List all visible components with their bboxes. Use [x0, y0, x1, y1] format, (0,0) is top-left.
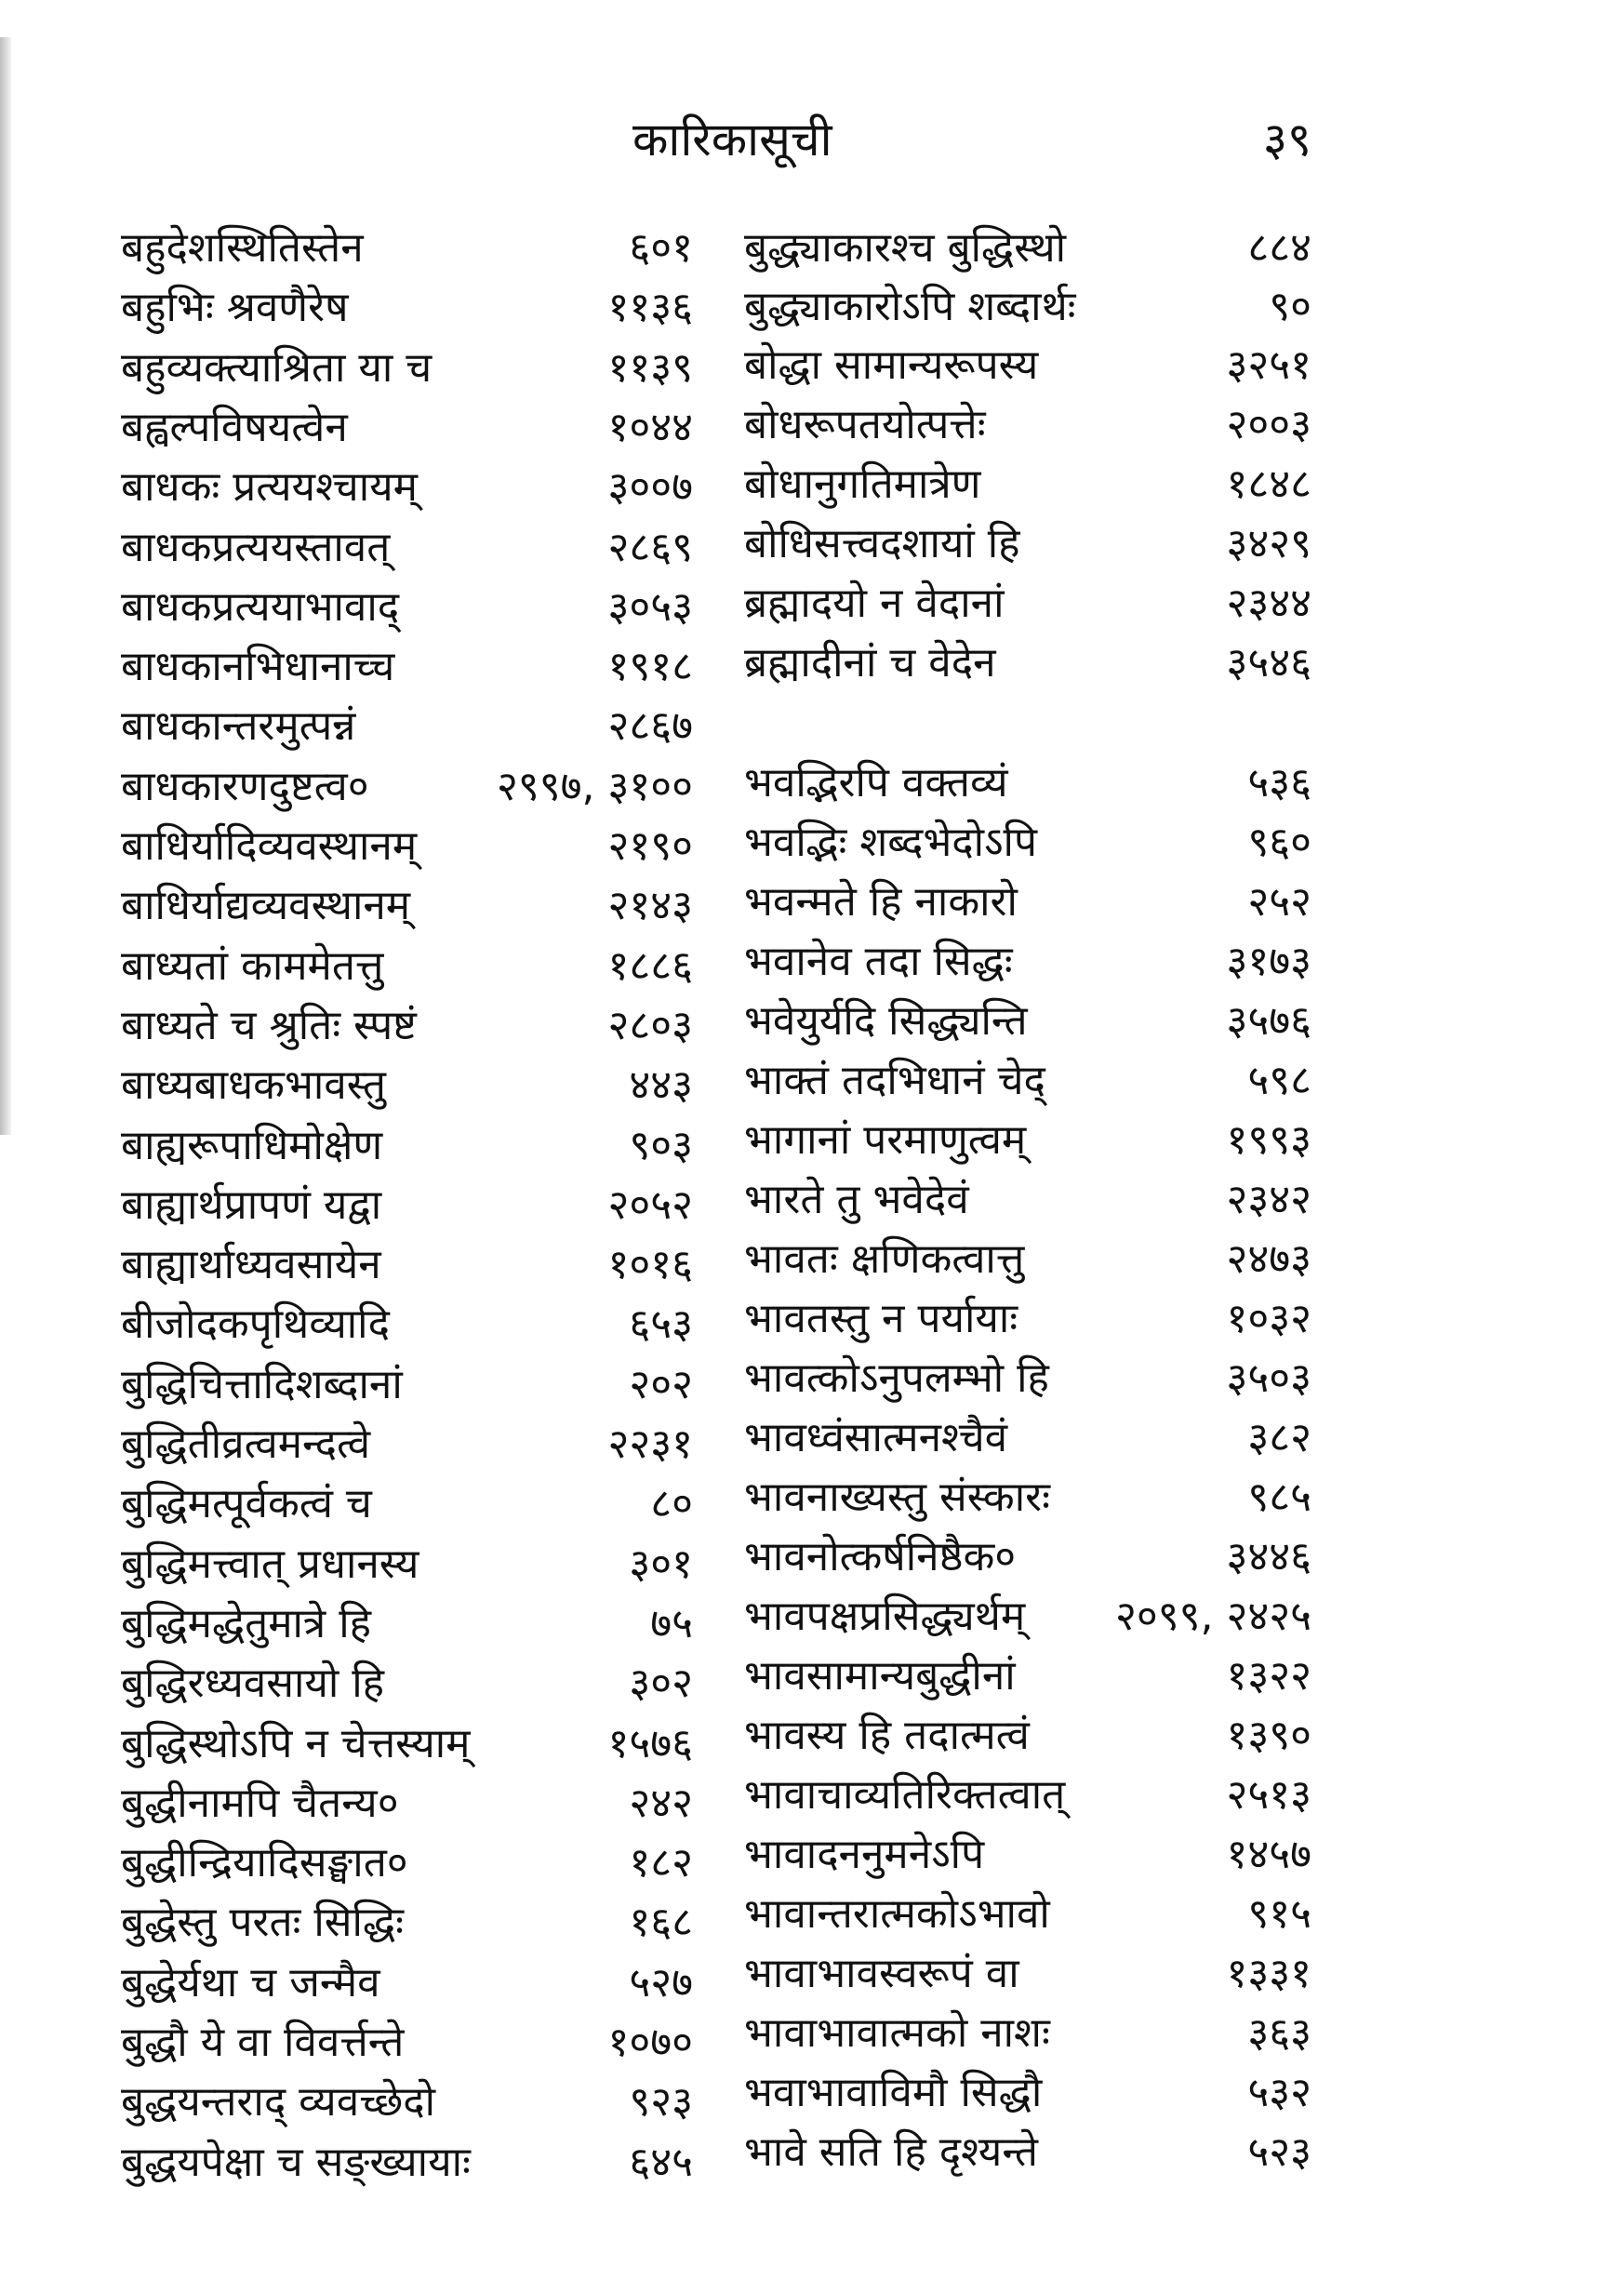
entry-reference-number: ३२५१ — [1226, 341, 1311, 389]
entry-reference-number: १४५७ — [1226, 1831, 1311, 1878]
entry-term: भावाभावस्वरूपं वा — [744, 1950, 1019, 1997]
entry-term: भावपक्षप्रसिद्ध्यर्थम् — [744, 1593, 1026, 1640]
entry-term: बाधकप्रत्ययस्तावत् — [121, 524, 391, 571]
entry-term: बाह्यार्थप्रापणं यद्वा — [121, 1181, 382, 1229]
entry-reference-number: १६८ — [629, 1899, 693, 1946]
index-entry — [121, 459, 693, 516]
index-entry — [744, 1112, 1311, 1169]
index-entry — [121, 2014, 693, 2072]
entry-reference-number: १०७० — [607, 2019, 693, 2066]
index-entry — [121, 1057, 693, 1114]
entry-reference-number: १९९३ — [1226, 1116, 1311, 1164]
index-entry — [121, 1475, 693, 1533]
index-entry — [744, 1886, 1311, 1943]
entry-term: भावाचाव्यतिरिक्तत्वात् — [744, 1771, 1066, 1819]
entry-term: बाह्यार्थाध्यवसायेन — [121, 1241, 381, 1288]
entry-reference-number: ३०२ — [629, 1660, 693, 1707]
entry-term: बाधिर्यादिव्यवस्थानम् — [121, 822, 418, 870]
entry-reference-number: ३६३ — [1247, 2009, 1311, 2057]
entry-reference-number: १८४८ — [1226, 460, 1311, 508]
entry-term: बोद्धा सामान्यरूपस्य — [744, 341, 1039, 389]
entry-term: भवद्भिरपि वक्तव्यं — [744, 759, 1008, 807]
index-entry — [744, 634, 1311, 692]
entry-term: भवानेव तदा सिद्धः — [744, 938, 1013, 985]
entry-reference-number: ३४४६ — [1226, 1533, 1311, 1580]
entry-term: भावतस्तु न पर्यायाः — [744, 1295, 1018, 1342]
index-entry — [744, 2064, 1311, 2122]
index-entry — [121, 877, 693, 935]
entry-reference-number: ९१५ — [1247, 1890, 1311, 1938]
entry-term: भवद्भिः शब्दभेदोऽपि — [744, 819, 1037, 866]
entry-reference-number: ५२७ — [629, 1959, 693, 2007]
entry-term: बाह्यरूपाधिमोक्षेण — [121, 1122, 383, 1169]
entry-term: बुद्धीन्द्रियादिसङ्घात० — [121, 1839, 408, 1887]
entry-term: भारते तु भवेदेवं — [744, 1176, 969, 1223]
entry-reference-number: २२३१ — [607, 1420, 693, 1468]
page-number: ३९ — [1263, 113, 1311, 167]
index-entry — [121, 1595, 693, 1653]
entry-term: बाधकप्रत्ययाभावाद् — [121, 583, 400, 631]
entry-term: बाध्यतां काममेतत्तु — [121, 942, 384, 990]
index-entry — [121, 1356, 693, 1414]
index-entry — [121, 938, 693, 995]
index-entry — [121, 1834, 693, 1892]
entry-term: भावध्वंसात्मनश्चैवं — [744, 1414, 1008, 1461]
entry-reference-number: २८६७ — [607, 702, 693, 750]
entry-reference-number: २४२ — [629, 1780, 693, 1827]
entry-reference-number: १५७६ — [607, 1720, 693, 1767]
entry-term: भवाभावाविमौ सिद्धौ — [744, 2069, 1043, 2116]
index-entry — [121, 399, 693, 457]
entry-term: बुद्धिचित्तादिशब्दानां — [121, 1361, 403, 1408]
entry-reference-number: १०१६ — [607, 1241, 693, 1288]
entry-term: बाधकः प्रत्ययश्चायम् — [121, 463, 418, 511]
entry-term: भागानां परमाणुत्वम् — [744, 1116, 1027, 1164]
entry-term: भावे सति हि दृश्यन्ते — [744, 2128, 1038, 2176]
index-entry — [744, 515, 1311, 573]
entry-reference-number: १०४४ — [607, 404, 693, 451]
index-entry — [744, 2005, 1311, 2062]
index-entry — [121, 1296, 693, 1353]
entry-reference-number: ८८४ — [1247, 224, 1311, 272]
index-entry — [121, 1715, 693, 1773]
entry-reference-number: ९६० — [1247, 819, 1311, 866]
entry-reference-number: ९०३ — [629, 1122, 693, 1169]
entry-term: बुद्धिमद्धेतुमात्रे हि — [121, 1600, 371, 1647]
entry-term: भावतः क्षणिकत्वात्तु — [744, 1235, 1025, 1283]
entry-term: बुद्धिमत्त्वात् प्रधानस्य — [121, 1540, 419, 1588]
entry-reference-number: १८८६ — [607, 942, 693, 990]
entry-term: बुद्धेर्यथा च जन्मैव — [121, 1959, 380, 2007]
entry-reference-number: ३८२ — [1247, 1414, 1311, 1461]
index-entry — [121, 818, 693, 875]
index-entry — [744, 337, 1311, 394]
entry-term: भावाभावात्मको नाशः — [744, 2009, 1050, 2057]
index-entry — [121, 579, 693, 636]
entry-reference-number: १९१८ — [607, 643, 693, 690]
index-entry — [121, 1236, 693, 1294]
entry-term: बुद्धौ ये वा विवर्त्तन्ते — [121, 2019, 405, 2066]
index-entry — [744, 993, 1311, 1050]
entry-term: बोधरूपतयोत्पत्तेः — [744, 401, 986, 448]
entry-reference-number: ३४२९ — [1226, 520, 1311, 567]
entry-term: भावनाख्यस्तु संस्कारः — [744, 1473, 1050, 1521]
entry-term: बाध्यते च श्रुतिः स्पष्टं — [121, 1002, 417, 1049]
entry-reference-number: २०५२ — [607, 1181, 693, 1229]
entry-term: भवन्मते हि नाकारो — [744, 878, 1018, 926]
entry-term: भावत्कोऽनुपलम्भो हि — [744, 1354, 1049, 1402]
entry-reference-number: २८६९ — [607, 524, 693, 571]
index-entry — [744, 220, 1311, 277]
entry-term: भावादननुमनेऽपि — [744, 1831, 985, 1878]
index-entry — [744, 1469, 1311, 1527]
entry-term: बाधकान्तरमुत्पन्नं — [121, 702, 356, 750]
index-entry — [744, 1707, 1311, 1765]
index-entry — [121, 1655, 693, 1713]
index-entry — [744, 1290, 1311, 1348]
entry-reference-number: ३००७ — [607, 463, 693, 511]
entry-term: बहुव्यक्त्याश्रिता या च — [121, 344, 433, 392]
entry-term: बहुभिः श्रवणैरेष — [121, 284, 349, 331]
index-entry — [744, 1350, 1311, 1407]
index-entry — [121, 1954, 693, 2012]
index-entry — [121, 698, 693, 755]
index-entry — [744, 1588, 1311, 1646]
entry-reference-number: ३०१ — [629, 1540, 693, 1588]
entry-reference-number: ११३६ — [607, 284, 693, 331]
page-binding-edge — [0, 37, 11, 1135]
index-entry — [121, 997, 693, 1055]
index-entry — [744, 1052, 1311, 1110]
index-entry — [744, 1171, 1311, 1229]
index-entry — [121, 340, 693, 397]
index-entry — [744, 278, 1311, 336]
index-entry — [121, 1536, 693, 1593]
entry-reference-number: ६५३ — [629, 1300, 693, 1348]
entry-reference-number: २५१३ — [1226, 1771, 1311, 1819]
index-entry — [121, 220, 693, 277]
entry-reference-number: २१९० — [607, 822, 693, 870]
index-entry — [121, 1177, 693, 1234]
entry-reference-number: २३४२ — [1226, 1176, 1311, 1223]
index-entry — [121, 1894, 693, 1952]
entry-reference-number: २४७३ — [1226, 1235, 1311, 1283]
entry-reference-number: १०३२ — [1226, 1295, 1311, 1342]
index-entry — [121, 2073, 693, 2131]
index-entry — [121, 2134, 693, 2192]
entry-reference-number: ३१७३ — [1226, 938, 1311, 985]
index-entry — [744, 1409, 1311, 1467]
entry-term: बोधिसत्त्वदशायां हि — [744, 520, 1020, 567]
index-entry — [744, 814, 1311, 872]
entry-term: बुद्धेस्तु परतः सिद्धिः — [121, 1899, 404, 1946]
index-entry — [121, 279, 693, 337]
entry-reference-number: ५२३ — [1247, 2128, 1311, 2176]
entry-reference-number: ५३६ — [1247, 759, 1311, 807]
index-entry — [744, 873, 1311, 931]
entry-term: ब्रह्मादयो न वेदानां — [744, 580, 1005, 627]
entry-reference-number: १३२२ — [1226, 1652, 1311, 1700]
entry-term: बुद्धीनामपि चैतन्य० — [121, 1780, 399, 1827]
entry-term: भावान्तरात्मकोऽभावो — [744, 1890, 1050, 1938]
entry-term: ब्रह्मादीनां च वेदेन — [744, 639, 996, 687]
entry-reference-number: ४४३ — [629, 1061, 693, 1109]
entry-term: बोधानुगतिमात्रेण — [744, 460, 981, 508]
entry-reference-number: २०२ — [629, 1361, 693, 1408]
entry-reference-number: ७५ — [650, 1600, 693, 1647]
entry-reference-number: ८० — [650, 1480, 693, 1527]
entry-reference-number: ९८५ — [1247, 1473, 1311, 1521]
index-entry — [744, 1647, 1311, 1705]
entry-reference-number: ११३९ — [607, 344, 693, 392]
entry-reference-number: ९२३ — [629, 2078, 693, 2126]
index-entry — [744, 396, 1311, 454]
entry-reference-number: २०९९, २४२५ — [1114, 1593, 1311, 1640]
index-entry — [744, 754, 1311, 812]
entry-term: बह्वल्पविषयत्वेन — [121, 404, 348, 451]
entry-reference-number: १८२ — [629, 1839, 693, 1887]
entry-term: बाधिर्याद्यव्यवस्थानम् — [121, 882, 411, 929]
entry-reference-number: २३४४ — [1226, 580, 1311, 627]
index-entry — [744, 456, 1311, 513]
index-entry — [121, 519, 693, 577]
entry-term: बुद्धयपेक्षा च सङ्ख्यायाः — [121, 2139, 471, 2186]
entry-reference-number: ५९८ — [1247, 1057, 1311, 1104]
entry-term: बुद्धिस्थोऽपि न चेत्तस्याम् — [121, 1720, 471, 1767]
index-entry — [744, 933, 1311, 991]
entry-term: भावनोत्कर्षनिष्ठैक० — [744, 1533, 1017, 1580]
entry-term: बाधकानभिधानाच्च — [121, 643, 395, 690]
index-entry — [744, 1945, 1311, 2003]
entry-reference-number: ३५४६ — [1226, 639, 1311, 687]
index-entry — [121, 758, 693, 816]
entry-reference-number: २८०३ — [607, 1002, 693, 1049]
entry-term: बीजोदकपृथिव्यादि — [121, 1300, 390, 1348]
index-entry — [744, 2124, 1311, 2181]
index-entry — [121, 638, 693, 696]
entry-reference-number: ३५७६ — [1226, 997, 1311, 1045]
entry-term: बुद्धिरध्यवसायो हि — [121, 1660, 385, 1707]
entry-term: भाक्तं तदभिधानं चेद् — [744, 1057, 1045, 1104]
index-entry — [121, 1416, 693, 1473]
entry-term: भावस्य हि तदात्मत्वं — [744, 1712, 1030, 1759]
index-entry — [744, 575, 1311, 633]
index-entry — [744, 1767, 1311, 1824]
index-entry — [744, 1528, 1311, 1586]
index-entry — [744, 1826, 1311, 1884]
index-entry — [121, 1117, 693, 1175]
entry-reference-number: ३५०३ — [1226, 1354, 1311, 1402]
page-title: कारिकासूची — [632, 113, 832, 167]
entry-term: बुद्ध्याकारश्च बुद्धिस्थो — [744, 224, 1066, 272]
entry-term: बुद्ध्याकारोऽपि शब्दार्थः — [744, 283, 1076, 330]
entry-term: भवेयुर्यदि सिद्ध्यन्ति — [744, 997, 1028, 1045]
entry-reference-number: ९० — [1269, 283, 1311, 330]
entry-reference-number: २५२ — [1247, 878, 1311, 926]
entry-reference-number: ३०५३ — [607, 583, 693, 631]
entry-reference-number: १३९० — [1226, 1712, 1311, 1759]
entry-term: बहुदेशस्थितिस्तेन — [121, 224, 364, 272]
entry-reference-number: १३३१ — [1226, 1950, 1311, 1997]
index-entry — [121, 1775, 693, 1833]
entry-reference-number: ६४५ — [629, 2139, 693, 2186]
index-entry — [744, 1231, 1311, 1288]
entry-reference-number: ६०१ — [629, 224, 693, 272]
entry-reference-number: ५३२ — [1247, 2069, 1311, 2116]
entry-term: बुद्धितीव्रत्वमन्दत्वे — [121, 1420, 371, 1468]
entry-reference-number: २००३ — [1226, 401, 1311, 448]
entry-term: बुद्धयन्तराद् व्यवच्छेदो — [121, 2078, 436, 2126]
entry-term: भावसामान्यबुद्धीनां — [744, 1652, 1016, 1700]
entry-term: बुद्धिमत्पूर्वकत्वं च — [121, 1480, 372, 1527]
entry-reference-number: २९९७, ३१०० — [496, 763, 693, 810]
entry-term: बाध्यबाधकभावस्तु — [121, 1061, 386, 1109]
entry-reference-number: २१४३ — [607, 882, 693, 929]
entry-term: बाधकारणदुष्टत्व० — [121, 763, 369, 810]
